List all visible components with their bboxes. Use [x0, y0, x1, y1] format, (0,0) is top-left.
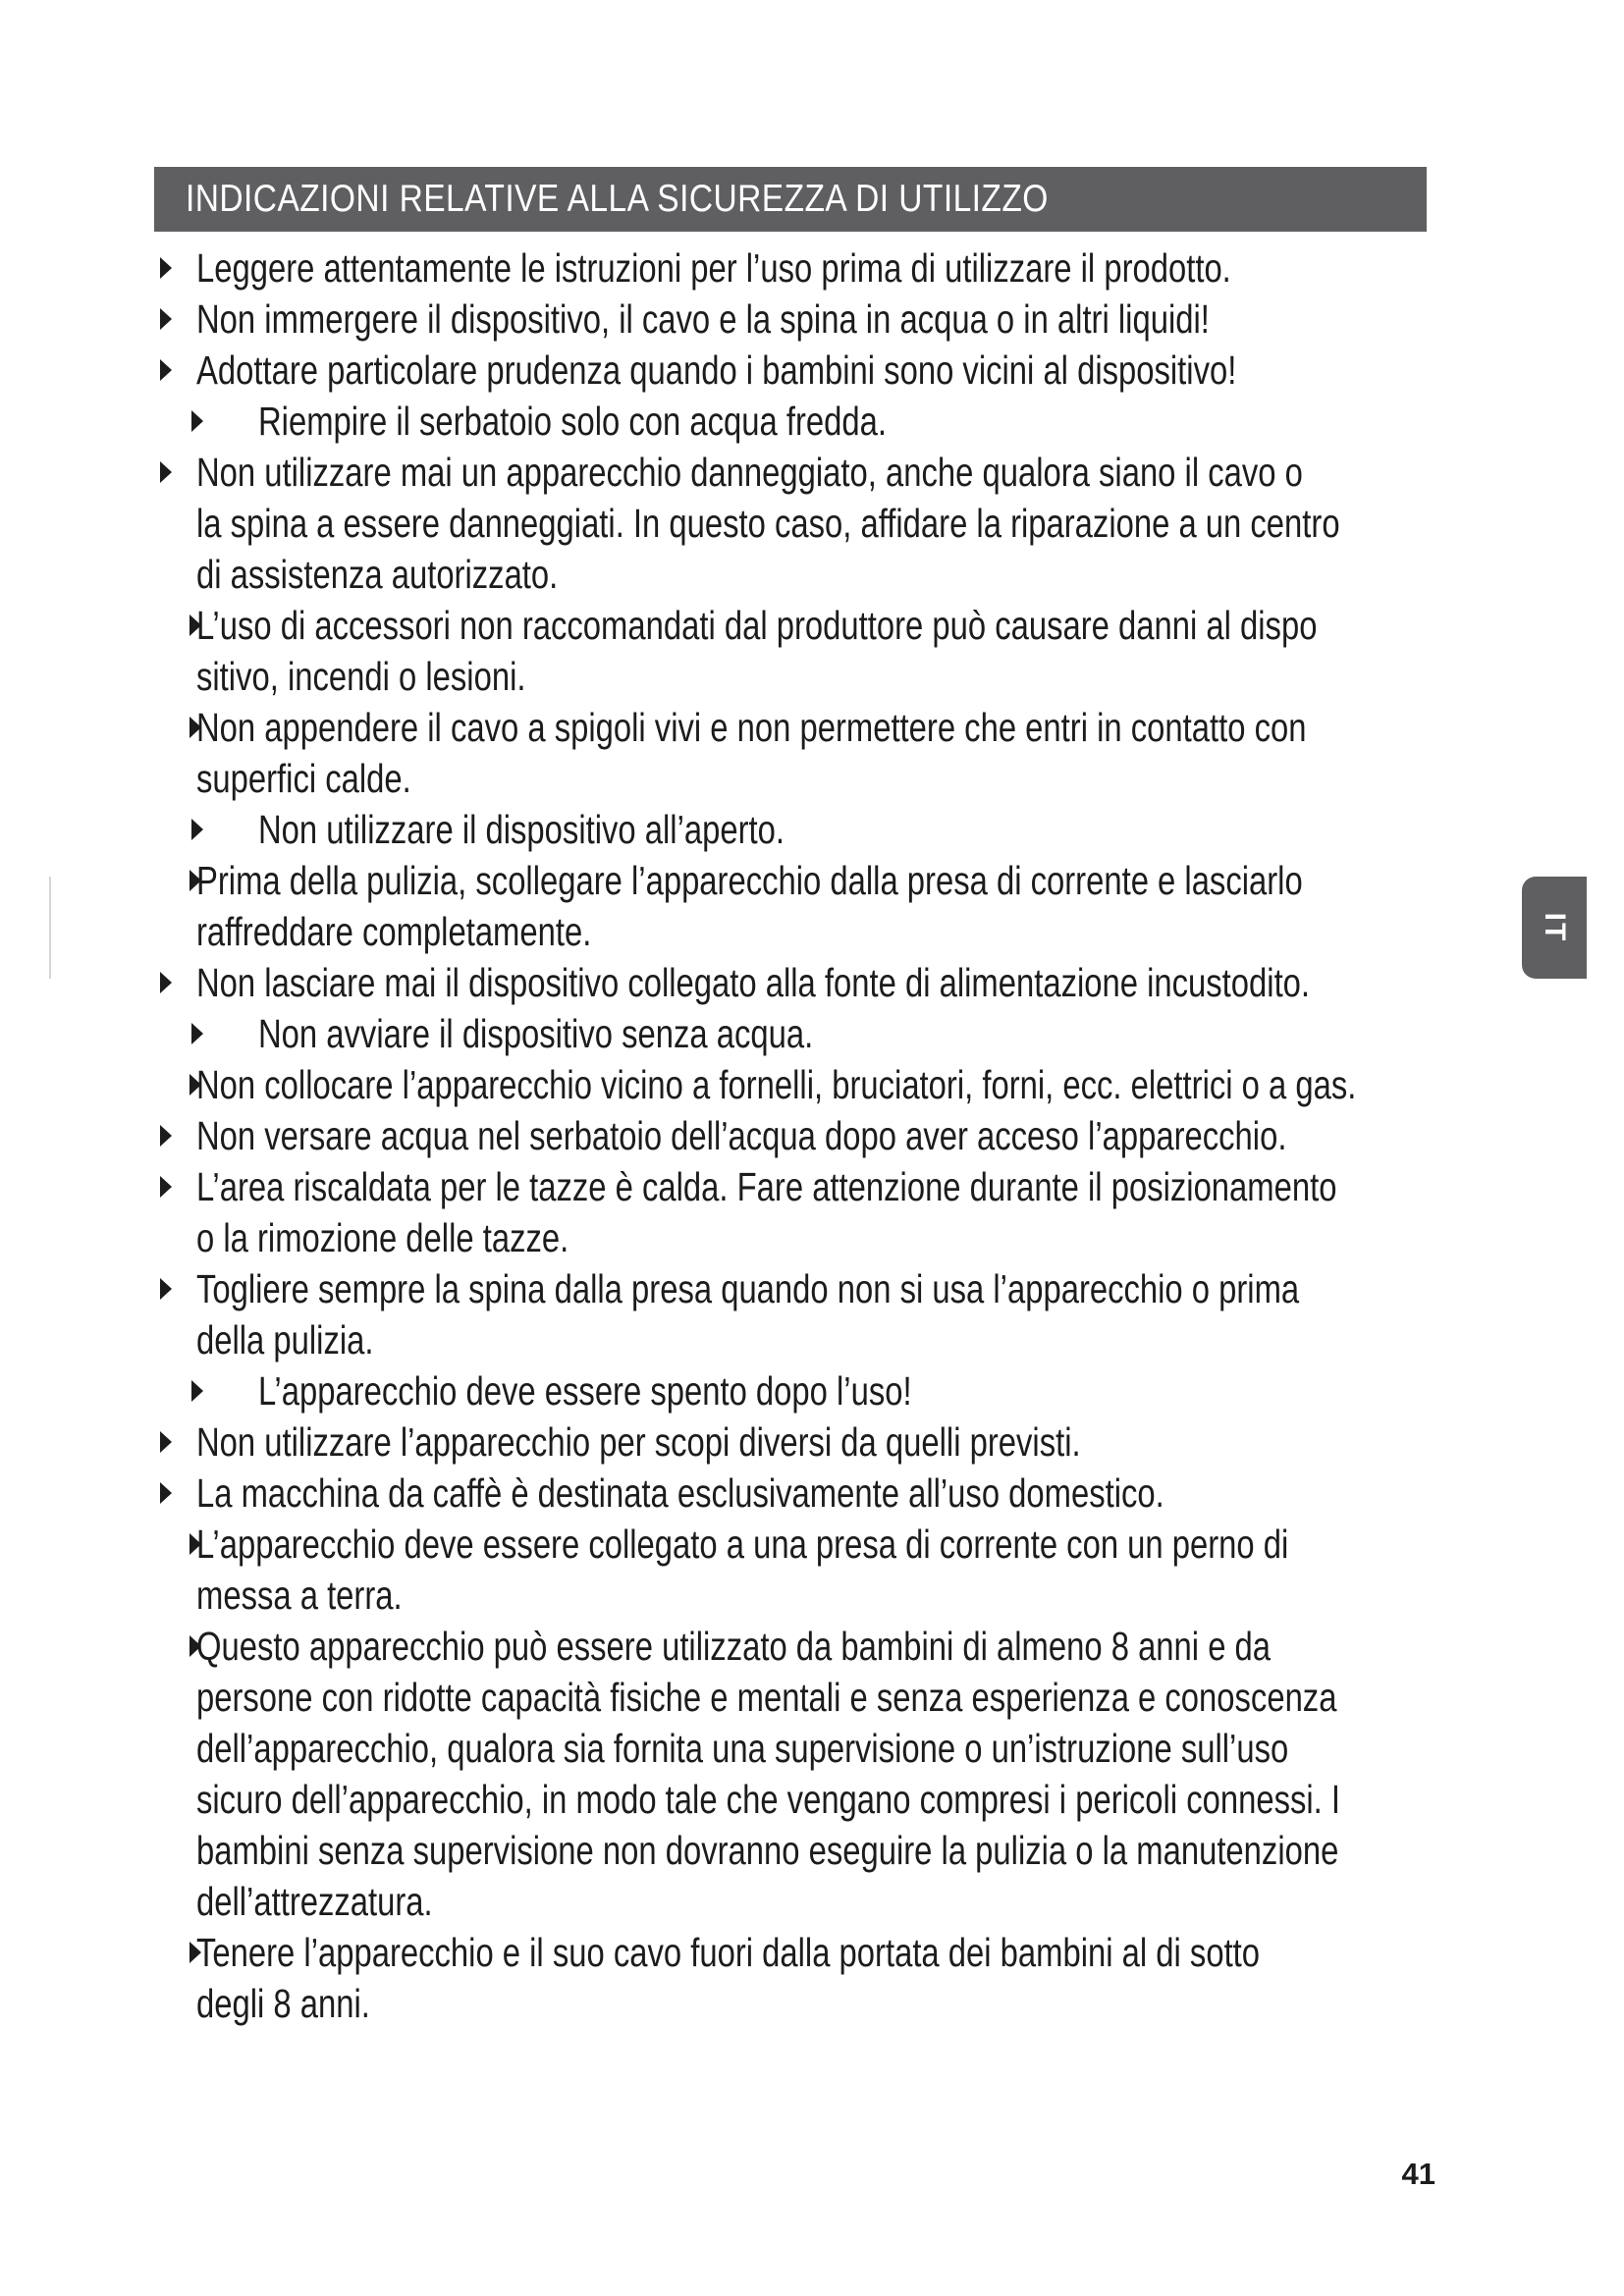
list-item — [0, 855, 1624, 957]
bullet-icon — [160, 308, 172, 330]
list-item-text: di assistenza autorizzato. — [196, 552, 559, 597]
list-item-text: dell’attrezzatura. — [196, 1879, 433, 1924]
section-title: INDICAZIONI RELATIVE ALLA SICUREZZA DI UTILIZZO — [186, 178, 1049, 220]
list-item — [0, 1059, 1624, 1110]
list-item — [0, 1110, 1624, 1161]
bullet-icon — [160, 257, 172, 279]
list-item-text: superfici calde. — [196, 756, 411, 801]
bullet-icon — [160, 972, 172, 993]
section-header-bar — [154, 167, 1427, 232]
bullet-icon — [191, 1380, 203, 1402]
list-item — [0, 294, 1624, 345]
list-item-text: Adottare particolare prudenza quando i bambini sono vicini al dispositivo! — [196, 347, 1237, 393]
list-item-text: messa a terra. — [196, 1573, 403, 1618]
list-item-text: la spina a essere danneggiati. In questo caso, affidare la riparazione a un centro — [196, 501, 1340, 546]
list-item — [0, 1519, 1624, 1621]
list-item — [0, 447, 1624, 600]
bullet-icon — [160, 1431, 172, 1453]
bullet-icon — [160, 359, 172, 381]
list-item-text: Togliere sempre la spina dalla presa quando non si usa l’apparecchio o prima — [196, 1266, 1300, 1311]
list-item-text: Non appendere il cavo a spigoli vivi e non permettere che entri in contatto con — [196, 705, 1307, 750]
list-item — [0, 345, 1624, 396]
bullet-icon — [160, 1125, 172, 1147]
list-item-text: L’area riscaldata per le tazze è calda. Fare attenzione durante il posizionamento — [196, 1164, 1337, 1209]
list-item-text: degli 8 anni. — [196, 1981, 370, 2026]
list-item — [0, 600, 1624, 702]
list-item — [0, 1365, 1624, 1416]
list-item-text: Prima della pulizia, scollegare l’apparecchio dalla presa di corrente e lasciarlo — [196, 858, 1303, 903]
list-item-text: o la rimozione delle tazze. — [196, 1215, 569, 1260]
bullet-icon — [160, 461, 172, 483]
list-item — [0, 1263, 1624, 1365]
list-item — [0, 1161, 1624, 1263]
list-item — [0, 1008, 1624, 1059]
list-item-text: della pulizia. — [196, 1317, 374, 1362]
list-item — [0, 1468, 1624, 1519]
safety-list — [0, 242, 1624, 2029]
list-item-text: sitivo, incendi o lesioni. — [196, 654, 526, 699]
list-item — [0, 242, 1624, 294]
list-item-text: Tenere l’apparecchio e il suo cavo fuori dalla portata dei bambini al di sotto — [196, 1930, 1261, 1975]
list-item — [0, 957, 1624, 1008]
list-item-text: persone con ridotte capacità fisiche e mentali e senza esperienza e conoscenza — [196, 1675, 1337, 1720]
list-item-text: bambini senza supervisione non dovranno eseguire la pulizia o la manutenzione — [196, 1828, 1339, 1873]
language-tab — [1522, 877, 1587, 979]
bullet-icon — [160, 1176, 172, 1198]
list-item-text: raffreddare completamente. — [196, 909, 592, 954]
language-tab-label: IT — [1539, 912, 1571, 943]
list-item-text: Riempire il serbatoio solo con acqua fredda. — [258, 399, 887, 444]
bullet-icon — [160, 1278, 172, 1300]
bullet-icon — [160, 1482, 172, 1504]
list-item-text: La macchina da caffè è destinata esclusivamente all’uso domestico. — [196, 1470, 1164, 1516]
list-item-text: L’apparecchio deve essere collegato a una presa di corrente con un perno di — [196, 1522, 1289, 1567]
list-item-text: Non utilizzare il dispositivo all’aperto. — [258, 807, 785, 852]
bullet-icon — [191, 410, 203, 432]
bullet-icon — [191, 1023, 203, 1044]
list-item-text: Non versare acqua nel serbatoio dell’acqua dopo aver acceso l’apparecchio. — [196, 1113, 1287, 1158]
list-item-text: Non utilizzare mai un apparecchio danneggiato, anche qualora siano il cavo o — [196, 450, 1303, 495]
list-item-text: Leggere attentamente le istruzioni per l’uso prima di utilizzare il prodotto. — [196, 245, 1231, 291]
list-item-text: L’uso di accessori non raccomandati dal produttore può causare danni al dispo — [196, 603, 1318, 648]
list-item-text: Questo apparecchio può essere utilizzato da bambini di almeno 8 anni e da — [196, 1624, 1272, 1669]
list-item-text: Non avviare il dispositivo senza acqua. — [258, 1011, 814, 1056]
list-item — [0, 804, 1624, 855]
list-item-text: Non collocare l’apparecchio vicino a fornelli, bruciatori, forni, ecc. elettrici o a gas. — [196, 1062, 1357, 1107]
list-item-text: dell’apparecchio, qualora sia fornita una supervisione o un’istruzione sull’uso — [196, 1726, 1289, 1771]
list-item-text: Non lasciare mai il dispositivo collegato alla fonte di alimentazione incustodito. — [196, 960, 1311, 1005]
list-item — [0, 1416, 1624, 1468]
list-item-text: sicuro dell’apparecchio, in modo tale che vengano compresi i pericoli connessi. I — [196, 1777, 1341, 1822]
list-item-text: Non utilizzare l’apparecchio per scopi diversi da quelli previsti. — [196, 1419, 1081, 1465]
list-item — [0, 702, 1624, 804]
list-item — [0, 1621, 1624, 1927]
page-number: 41 — [1401, 2157, 1435, 2191]
list-item — [0, 396, 1624, 447]
list-item-text: Non immergere il dispositivo, il cavo e la spina in acqua o in altri liquidi! — [196, 296, 1210, 342]
bullet-icon — [191, 819, 203, 840]
list-item — [0, 1927, 1624, 2029]
list-item-text: L’apparecchio deve essere spento dopo l’uso! — [258, 1368, 912, 1414]
